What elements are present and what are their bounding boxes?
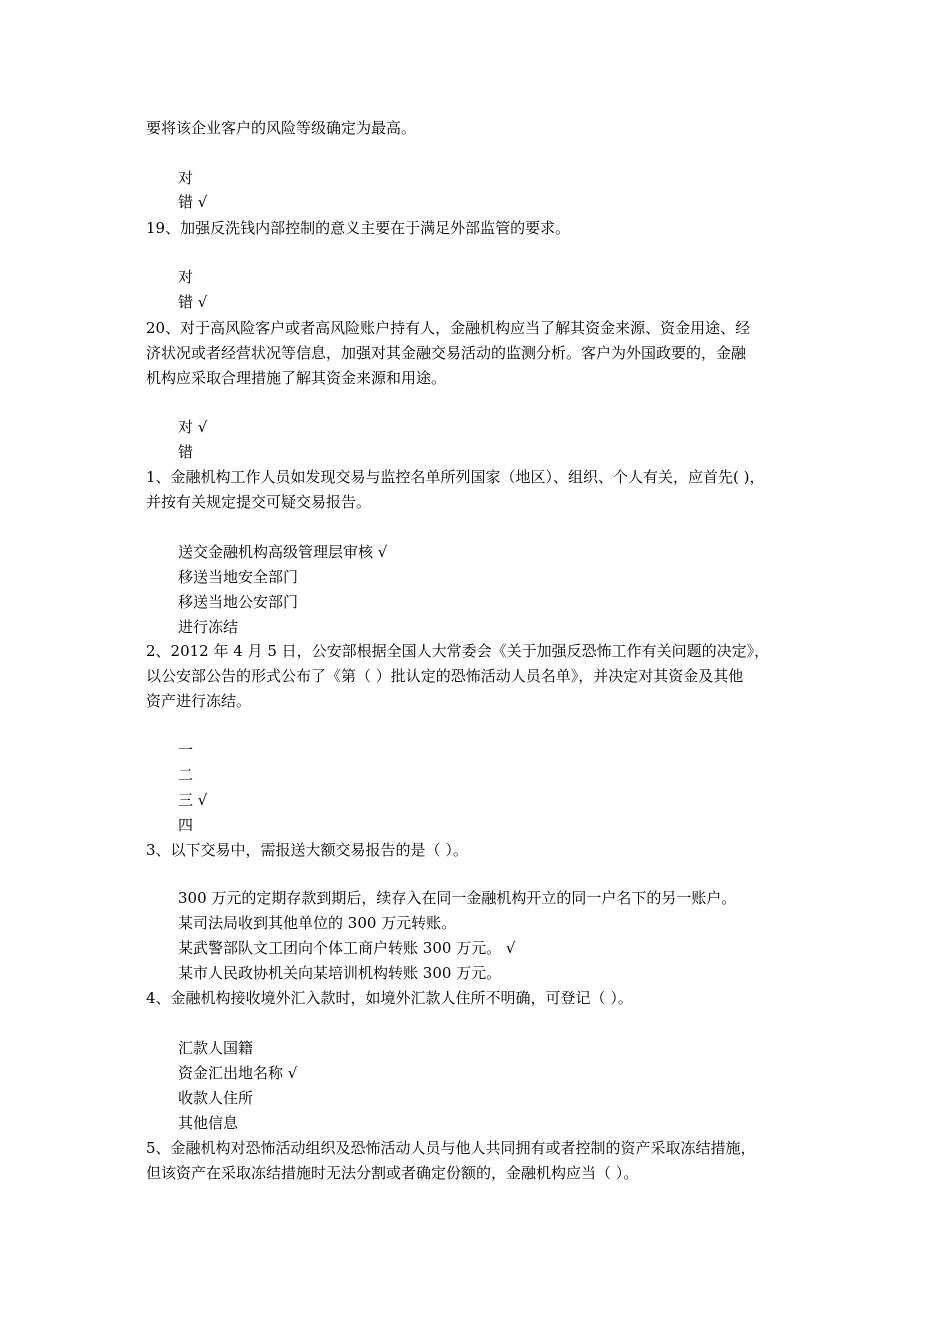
option-line: 汇款人国籍 [178, 1039, 254, 1057]
text-line: 要将该企业客户的风险等级确定为最高。 [146, 119, 417, 137]
text-line: 机构应采取合理措施了解其资金来源和用途。 [146, 369, 447, 387]
question-line: 5、金融机构对恐怖活动组织及恐怖活动人员与他人共同拥有或者控制的资产采取冻结措施， [146, 1139, 756, 1157]
option-line: 进行冻结 [178, 618, 239, 636]
question-line: 3、以下交易中，需报送大额交易报告的是（ ）。 [146, 841, 468, 859]
option-line: 对 [178, 268, 194, 286]
option-line: 某市人民政协机关向某培训机构转账 300 万元。 [178, 964, 502, 982]
question-line: 20、对于高风险客户或者高风险账户持有人，金融机构应当了解其资金来源、资金用途、经 [146, 319, 751, 337]
question-line: 19、加强反洗钱内部控制的意义主要在于满足外部监管的要求。 [146, 219, 571, 237]
option-line: 三 √ [178, 791, 208, 809]
option-line: 移送当地安全部门 [178, 568, 299, 586]
option-line: 二 [178, 766, 194, 784]
option-line: 其他信息 [178, 1114, 239, 1132]
option-line: 收款人住所 [178, 1089, 254, 1107]
option-line: 资金汇出地名称 √ [178, 1064, 298, 1082]
question-line: 1、金融机构工作人员如发现交易与监控名单所列国家（地区）、组织、个人有关，应首先( )， [146, 468, 765, 486]
option-line: 四 [178, 816, 194, 834]
option-line: 送交金融机构高级管理层审核 √ [178, 543, 388, 561]
question-line: 2、2012 年 4 月 5 日，公安部根据全国人大常委会《关于加强反恐怖工作有关问题的决定》， [146, 642, 770, 660]
text-line: 资产进行冻结。 [146, 692, 252, 710]
text-line: 以公安部公告的形式公布了《第（ ）批认定的恐怖活动人员名单》，并决定对其资金及其他 [146, 667, 744, 685]
option-line: 移送当地公安部门 [178, 593, 299, 611]
text-line: 济状况或者经营状况等信息，加强对其金融交易活动的监测分析。客户为外国政要的，金融 [146, 344, 747, 362]
option-line: 对 [178, 169, 194, 187]
option-line: 错 [178, 443, 194, 461]
question-line: 4、金融机构接收境外汇入款时，如境外汇款人住所不明确，可登记（ ）。 [146, 989, 633, 1007]
option-line: 某司法局收到其他单位的 300 万元转账。 [178, 914, 457, 932]
text-line: 但该资产在采取冻结措施时无法分割或者确定份额的，金融机构应当（ ）。 [146, 1164, 639, 1182]
option-line: 错 √ [178, 193, 208, 211]
option-line: 错 √ [178, 293, 208, 311]
option-line: 某武警部队文工团向个体工商户转账 300 万元。 √ [178, 939, 516, 957]
option-line: 对 √ [178, 418, 208, 436]
option-line: 300 万元的定期存款到期后，续存入在同一金融机构开立的同一户名下的另一账户。 [178, 889, 737, 907]
option-line: 一 [178, 741, 194, 759]
text-line: 并按有关规定提交可疑交易报告。 [146, 493, 372, 511]
